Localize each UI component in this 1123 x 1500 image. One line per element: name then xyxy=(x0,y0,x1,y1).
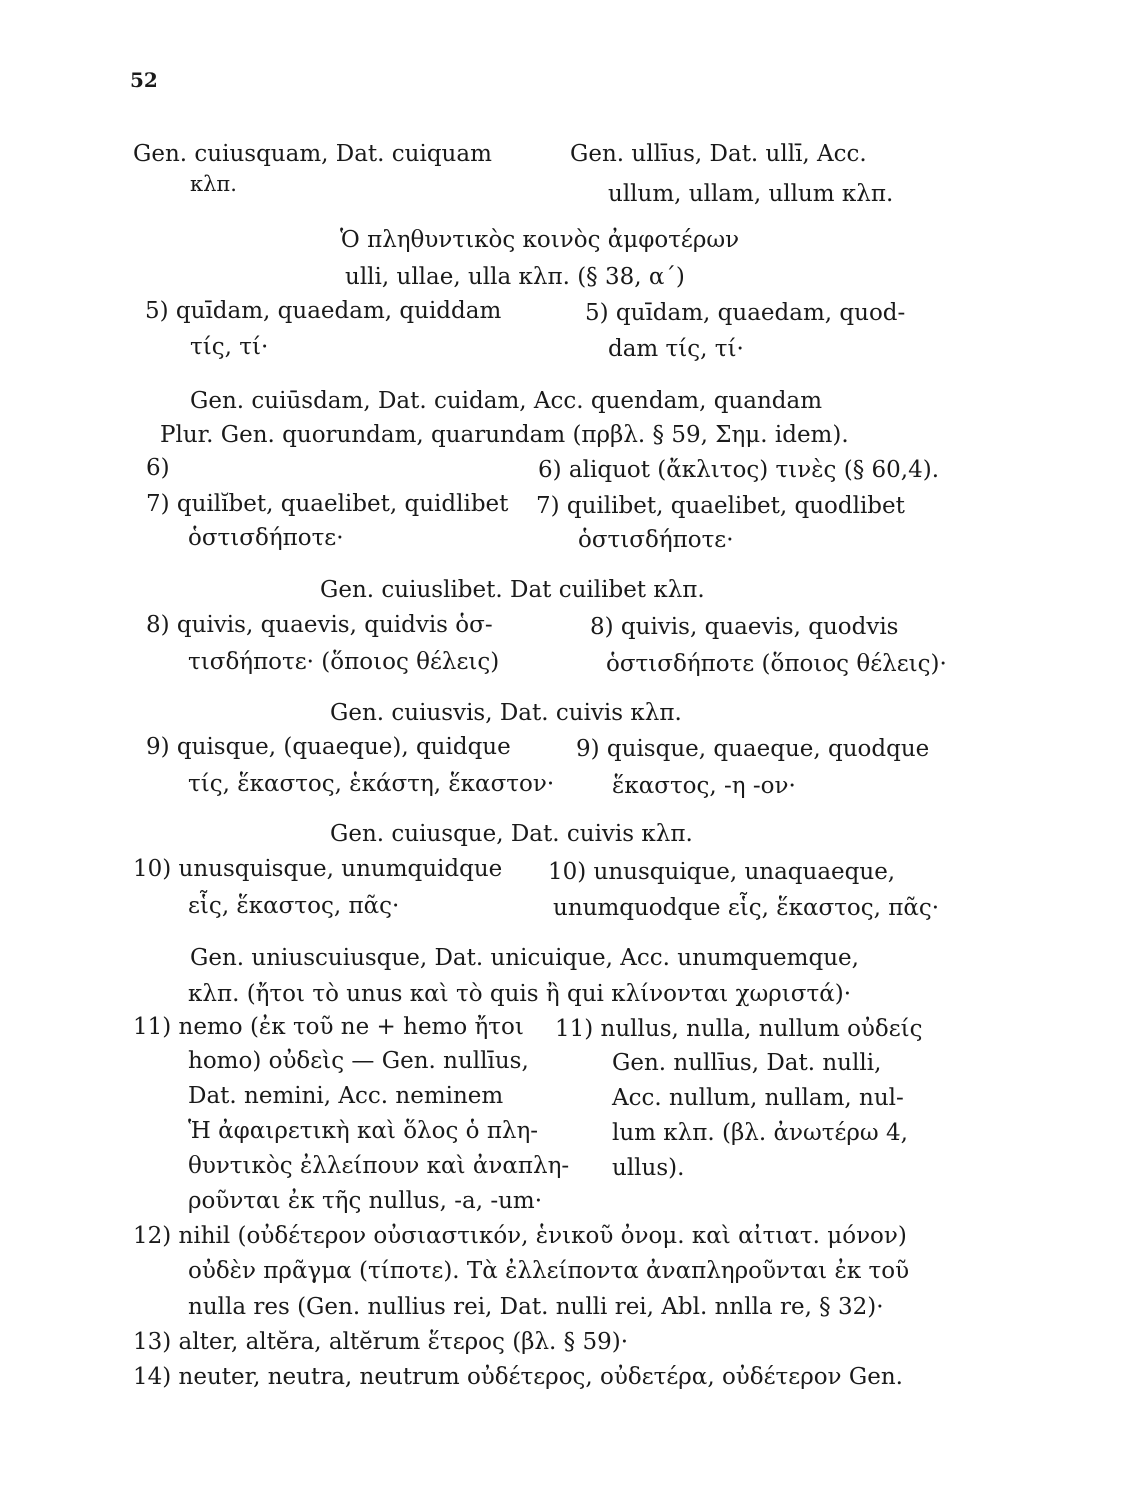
text-line: 9) quisque, quaeque, quodque xyxy=(576,736,930,762)
text-line: θυντικὸς ἐλλείπουν καὶ ἀναπλη- xyxy=(188,1153,570,1179)
text-line: unumquodque εἷς, ἕκαστος, πᾶς· xyxy=(553,895,940,921)
text-line: Ὁ πληθυντικὸς κοινὸς ἀμφοτέρων xyxy=(340,227,740,253)
text-line: εἷς, ἕκαστος, πᾶς· xyxy=(188,893,400,919)
text-line: Gen. cuiuslibet. Dat cuilibet κλπ. xyxy=(320,577,705,603)
text-line: Plur. Gen. quorundam, quarundam (πρβλ. § 59, Σημ. idem). xyxy=(160,422,849,448)
text-line: Gen. ullīus, Dat. ullī, Acc. xyxy=(570,141,867,167)
text-line: Acc. nullum, nullam, nul- xyxy=(612,1085,904,1111)
text-line: homo) οὐδεὶς — Gen. nullīus, xyxy=(188,1048,529,1074)
text-line: 14) neuter, neutra, neutrum οὐδέτερος, οὐδετέρα, οὐδέτερον Gen. xyxy=(133,1364,903,1390)
text-line: κλπ. (ἤτοι τὸ unus καὶ τὸ quis ἢ qui κλίνονται χωριστά)· xyxy=(188,981,852,1007)
text-line: Gen. uniuscuiusque, Dat. unicuique, Acc. unumquemque, xyxy=(190,945,859,971)
text-line: 5) quīdam, quaedam, quiddam xyxy=(145,298,502,324)
text-line: ullus). xyxy=(612,1155,685,1181)
text-line: 5) quīdam, quaedam, quod- xyxy=(585,300,906,326)
text-line: οὐδὲν πρᾶγμα (τίποτε). Τὰ ἐλλείποντα ἀναπληροῦνται ἐκ τοῦ xyxy=(188,1258,910,1284)
text-line: Gen. cuiusvis, Dat. cuivis κλπ. xyxy=(330,700,682,726)
text-line: 10) unusquisque, unumquidque xyxy=(133,856,503,882)
text-line: τισδήποτε· (ὅποιος θέλεις) xyxy=(188,649,500,675)
text-line: ullum, ullam, ullum κλπ. xyxy=(608,181,894,207)
text-line: ἕκαστος, -η -ον· xyxy=(612,773,796,799)
text-line: Gen. cuiūsdam, Dat. cuidam, Acc. quendam, quandam xyxy=(190,388,823,414)
text-line: ροῦνται ἐκ τῆς nullus, -a, -um· xyxy=(188,1188,543,1214)
text-line: lum κλπ. (βλ. ἀνωτέρω 4, xyxy=(612,1120,908,1146)
text-line: ὁστισδήποτε· xyxy=(578,527,734,553)
text-line: ὁστισδήποτε (ὅποιος θέλεις)· xyxy=(606,651,947,677)
text-line: τίς, ἕκαστος, ἑκάστη, ἕκαστον· xyxy=(188,771,555,797)
page-number: 52 xyxy=(130,68,158,92)
text-line: Gen. nullīus, Dat. nulli, xyxy=(612,1050,882,1076)
text-line: κλπ. xyxy=(190,172,237,196)
text-line: 8) quivis, quaevis, quidvis ὁσ- xyxy=(146,612,493,638)
text-line: 11) nullus, nulla, nullum οὐδείς xyxy=(555,1016,923,1042)
text-line: 7) quilibet, quaelibet, quodlibet xyxy=(536,493,905,519)
text-line: 11) nemo (ἐκ τοῦ ne + hemo ἤτοι xyxy=(133,1014,524,1040)
text-line: Gen. cuiusquam, Dat. cuiquam xyxy=(133,141,492,167)
text-line: Dat. nemini, Acc. neminem xyxy=(188,1083,504,1109)
text-line: 6) aliquot (ἄκλιτος) τινὲς (§ 60,4). xyxy=(538,457,940,483)
text-line: 7) quilĭbet, quaelibet, quidlibet xyxy=(146,491,509,517)
text-line: 9) quisque, (quaeque), quidque xyxy=(146,734,511,760)
text-line: 8) quivis, quaevis, quodvis xyxy=(590,614,899,640)
text-line: Gen. cuiusque, Dat. cuivis κλπ. xyxy=(330,821,693,847)
text-line: 10) unusquique, unaquaeque, xyxy=(548,859,896,885)
text-line: 12) nihil (οὐδέτερον οὐσιαστικόν, ἑνικοῦ ὀνομ. καὶ αἰτιατ. μόνον) xyxy=(133,1223,907,1249)
text-line: nulla res (Gen. nullius rei, Dat. nulli rei, Abl. nnlla re, § 32)· xyxy=(188,1294,884,1320)
text-line: ὁστισδήποτε· xyxy=(188,525,344,551)
text-line: ulli, ullae, ulla κλπ. (§ 38, α΄) xyxy=(345,264,685,290)
text-line: 13) alter, altĕra, altĕrum ἕτερος (βλ. § 59)· xyxy=(133,1329,629,1355)
text-line: 6) xyxy=(146,455,170,481)
text-line: Ἡ ἀφαιρετικὴ καὶ ὅλος ὁ πλη- xyxy=(188,1118,539,1144)
text-line: dam τίς, τί· xyxy=(608,336,744,362)
text-line: τίς, τί· xyxy=(190,334,269,360)
